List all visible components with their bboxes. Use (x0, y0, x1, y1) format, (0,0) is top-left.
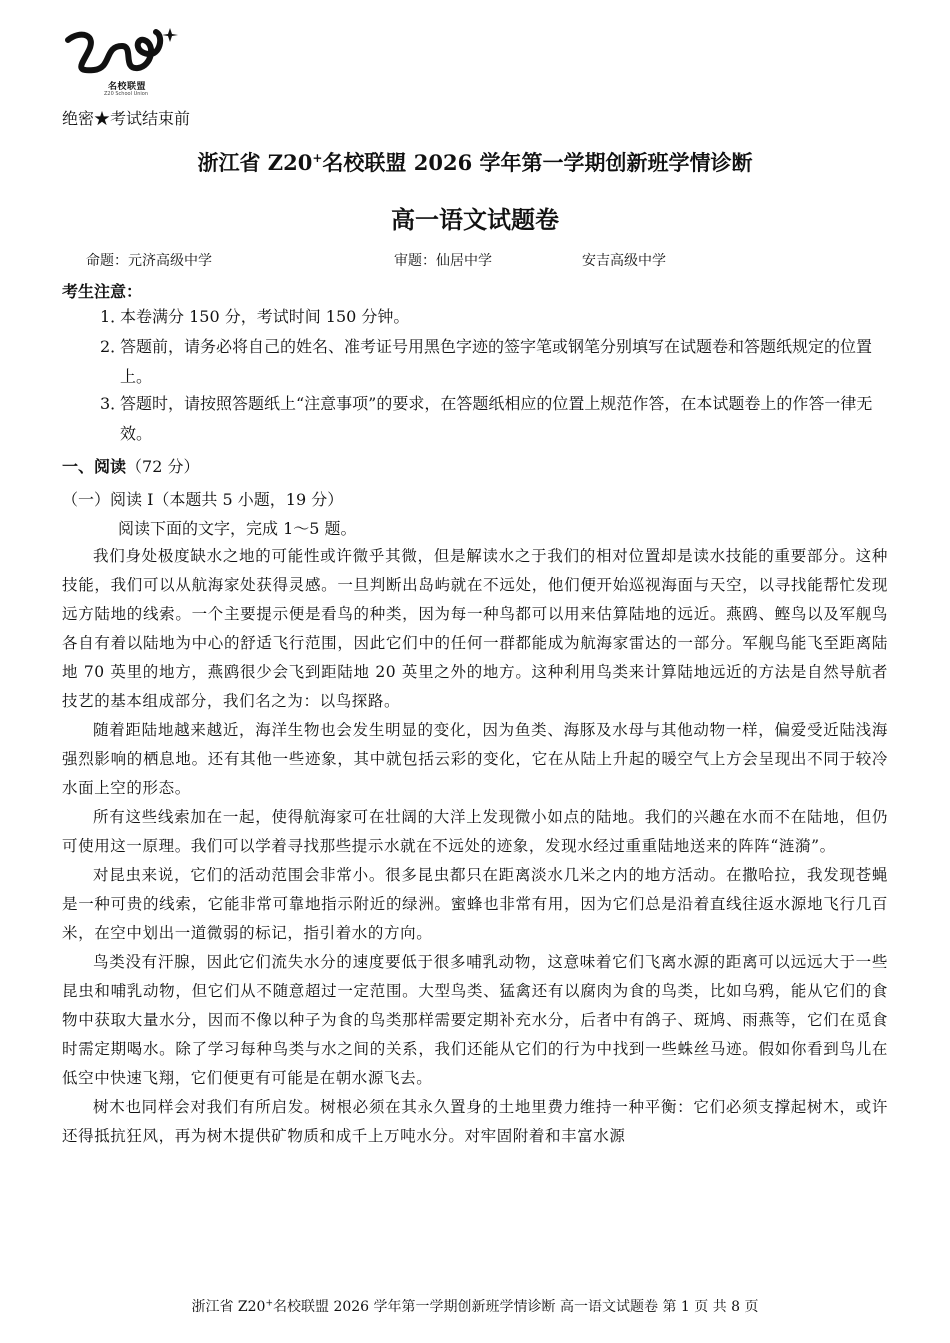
title-post: 名校联盟 2026 学年第一学期创新班学情诊断 (322, 150, 753, 175)
logo-text: 名校联盟 (108, 82, 147, 92)
exam-title (0, 147, 950, 177)
notice-item (100, 389, 890, 449)
reading-instruction: 阅读下面的文字，完成 1～5 题。 (118, 519, 357, 538)
notice-heading: 考生注意： (62, 282, 143, 301)
title-sup: + (312, 151, 323, 165)
reading-passage (62, 542, 888, 1151)
notice-number: 1． (100, 307, 127, 326)
paper-subtitle: 高一语文试题卷 (391, 205, 559, 234)
reviewer-2: 安吉高级中学 (582, 253, 666, 269)
title-pre: 浙江省 Z20 (197, 150, 313, 175)
proposer: 命题：元济高级中学 (86, 253, 212, 269)
notice-number: 2． (100, 337, 127, 356)
passage-paragraph: 我们身处极度缺水之地的可能性或许微乎其微，但是解读水之于我们的相对位置却是读水技能的重要部分。这种技能，我们可以从航海家处获得灵感。一旦判断出岛屿就在不远处，他们便开始巡视海面与天空，以寻找能帮忙发现远方陆地的线索。一个主要提示便是看鸟的种类，因为每一种鸟都可以用来估算陆地的远近。燕鸥、鲣鸟以及军舰鸟各自有着以陆地为中心的舒适飞行范围，因此它们中的任何一群都能成为航海家雷达的一部分。军舰鸟能飞至距离陆地 70 英里的地方，燕鸥很少会飞到距陆地 20 英里之外的地方。这种利用鸟类来计算陆地远近的方法是自然导航者技艺的基本组成部分，我们名之为：以鸟探路。 (62, 547, 888, 710)
footer-pre: 浙江省 Z20 (191, 1299, 266, 1315)
passage-paragraph: 鸟类没有汗腺，因此它们流失水分的速度要低于很多哺乳动物，这意味着它们飞离水源的距离可以远远大于一些昆虫和哺乳动物，但它们从不随意超过一定范围。大型鸟类、猛禽还有以腐肉为食的鸟类，比如乌鸦，能从它们的食物中获取大量水分，因而不像以种子为食的鸟类那样需要定期补充水分，后者中有鸽子、斑鸠、雨燕等，它们在觅食时需定期喝水。除了学习每种鸟类与水之间的关系，我们还能从它们的行为中找到一些蛛丝马迹。假如你看到鸟儿在低空中快速飞翔，它们便更有可能是在朝水源飞去。 (62, 953, 888, 1087)
section-heading (62, 454, 199, 477)
reviewer: 审题：仙居中学 (394, 253, 492, 269)
notice-item (100, 332, 890, 392)
passage-paragraph: 随着距陆地越来越近，海洋生物也会发生明显的变化，因为鱼类、海豚及水母与其他动物一样，偏爱受近陆浅海强烈影响的栖息地。还有其他一些迹象，其中就包括云彩的变化，它在从陆上升起的暖空气上方会呈现出不同于较冷水面上空的形态。 (62, 721, 888, 797)
passage-paragraph: 所有这些线索加在一起，使得航海家可在壮阔的大洋上发现微小如点的陆地。我们的兴趣在水而不在陆地，但仍可使用这一原理。我们可以学着寻找那些提示水就在不远处的迹象，发现水经过重重陆地送来的阵阵“涟漪”。 (62, 808, 888, 855)
section-title: 一、阅读 (62, 457, 127, 476)
passage-paragraph: 树木也同样会对我们有所启发。树根必须在其永久置身的土地里费力维持一种平衡：它们必须支撑起树木，或许还得抵抗狂风，再为树木提供矿物质和成千上万吨水分。对牢固附着和丰富水源 (62, 1098, 888, 1145)
notice-item (100, 302, 890, 332)
authors-line (0, 250, 950, 270)
section-score: （72 分） (126, 457, 200, 476)
logo-subtext: Z20 School Union (104, 91, 149, 97)
passage-paragraph: 对昆虫来说，它们的活动范围会非常小。很多昆虫都只在距离淡水几米之内的地方活动。在撒哈拉，我发现苍蝇是一种可贵的线索，它能非常可靠地指示附近的绿洲。蜜蜂也非常有用，因为它们总是沿着直线往返水源地飞行几百米，在空中划出一道微弱的标记，指引着水的方向。 (62, 866, 888, 942)
page-footer (0, 1296, 950, 1316)
footer-sup: + (265, 1298, 274, 1309)
sub-section-heading: （一）阅读 I（本题共 5 小题，19 分） (62, 490, 344, 509)
notice-text: 答题前，请务必将自己的姓名、准考证号用黑色字迹的签字笔或钢笔分别填写在试题卷和答题纸规定的位置上。 (120, 337, 873, 386)
logo (64, 26, 184, 100)
notice-text: 答题时，请按照答题纸上“注意事项”的要求，在答题纸相应的位置上规范作答，在本试题卷上的作答一律无效。 (120, 394, 873, 443)
logo-mark-icon (64, 26, 184, 86)
notice-text: 本卷满分 150 分，考试时间 150 分钟。 (120, 307, 410, 326)
notice-number: 3． (100, 394, 127, 413)
footer-post: 名校联盟 2026 学年第一学期创新班学情诊断 高一语文试题卷 第 1 页 共 8 页 (273, 1299, 759, 1315)
secret-label: 绝密★考试结束前 (62, 109, 191, 128)
